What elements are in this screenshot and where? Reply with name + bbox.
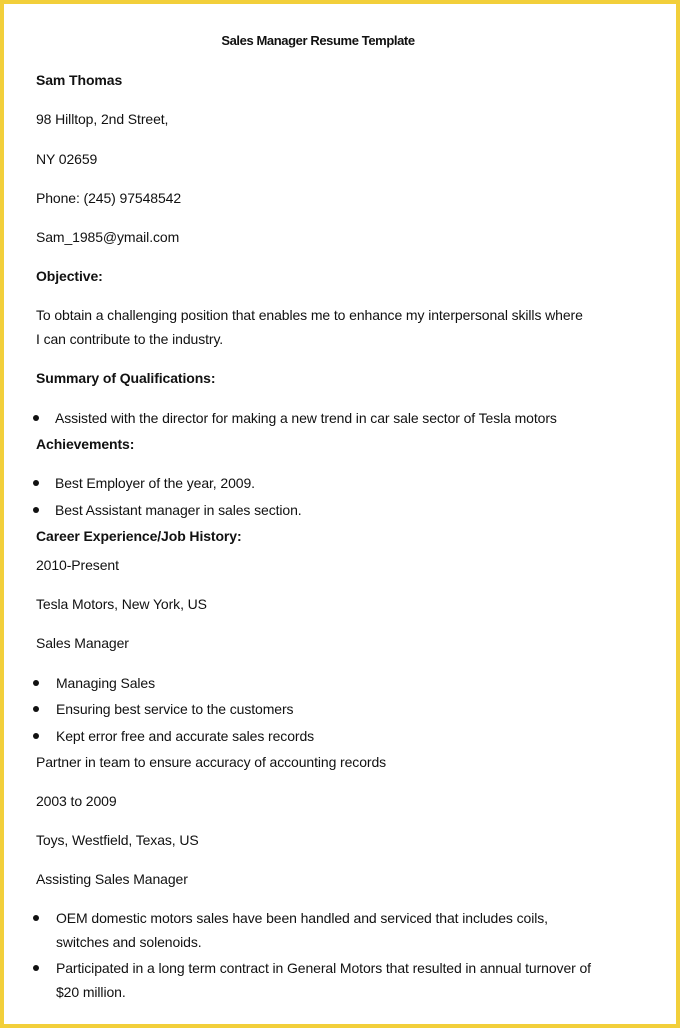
- candidate-name: Sam Thomas: [36, 72, 123, 88]
- bullet: [33, 480, 39, 486]
- email-address: Sam_1985@ymail.com: [36, 229, 180, 245]
- job-note: Partner in team to ensure accuracy of accounting records: [36, 754, 387, 770]
- bullet: [33, 680, 39, 686]
- achievement-item: Best Assistant manager in sales section.: [55, 502, 302, 518]
- bullet: [33, 507, 39, 513]
- job-duty-item: Ensuring best service to the customers: [56, 701, 294, 717]
- achievements-heading: Achievements:: [36, 436, 135, 452]
- career-heading: Career Experience/Job History:: [36, 528, 242, 544]
- achievement-item: Best Employer of the year, 2009.: [55, 475, 255, 491]
- bullet: [33, 733, 39, 739]
- job-duty-item: Kept error free and accurate sales records: [56, 728, 315, 744]
- job-company: Tesla Motors, New York, US: [36, 596, 207, 612]
- summary-heading: Summary of Qualifications:: [36, 370, 216, 386]
- phone-number: Phone: (245) 97548542: [36, 190, 182, 206]
- objective-line-2: I can contribute to the industry.: [36, 331, 224, 347]
- bullet: [33, 965, 39, 971]
- bullet: [33, 915, 39, 921]
- objective-heading: Objective:: [36, 268, 103, 284]
- job-duty-item: Managing Sales: [56, 675, 155, 691]
- document-title: Sales Manager Resume Template: [221, 33, 415, 48]
- job-period: 2010-Present: [36, 557, 119, 573]
- job-duty-item: OEM domestic motors sales have been handled and serviced that includes coils, switches and solenoids.: [56, 910, 548, 950]
- job-company: Toys, Westfield, Texas, US: [36, 832, 199, 848]
- job-duty-item: Participated in a long term contract in General Motors that resulted in annual turnover of $20 million.: [56, 960, 591, 1000]
- objective-line-1: To obtain a challenging position that enables me to enhance my interpersonal skills where: [36, 307, 583, 323]
- job-role: Sales Manager: [36, 635, 129, 651]
- job-role: Assisting Sales Manager: [36, 871, 188, 887]
- address-line-2: NY 02659: [36, 151, 98, 167]
- job-period: 2003 to 2009: [36, 793, 117, 809]
- address-line-1: 98 Hilltop, 2nd Street,: [36, 111, 169, 127]
- bullet: [33, 706, 39, 712]
- summary-item: Assisted with the director for making a new trend in car sale sector of Tesla motors: [55, 410, 557, 426]
- bullet: [33, 415, 39, 421]
